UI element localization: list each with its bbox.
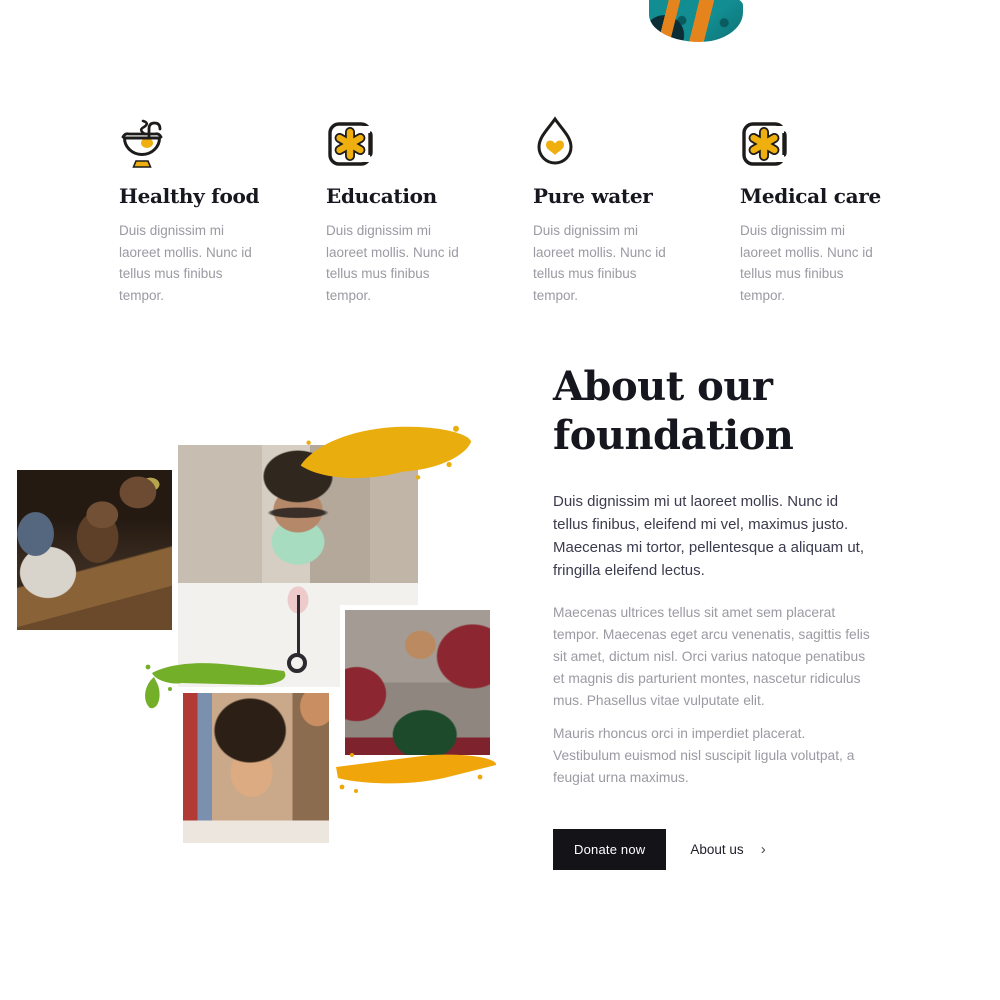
about-us-link[interactable] bbox=[690, 842, 765, 857]
yellow-brush-stroke bbox=[293, 414, 478, 495]
about-title: About our foundation bbox=[553, 363, 794, 459]
orange-brush-stroke bbox=[330, 751, 500, 797]
feature-description: Duis dignissim mi laoreet mollis. Nunc id tellus mus finibus tempor. bbox=[740, 223, 873, 303]
feature-description: Duis dignissim mi laoreet mollis. Nunc id tellus mus finibus tempor. bbox=[326, 223, 459, 303]
hero-fabric-photo-fragment bbox=[649, 0, 743, 42]
photo-children-classroom bbox=[17, 470, 172, 630]
features-section bbox=[119, 116, 885, 306]
cta-row bbox=[553, 829, 871, 870]
about-paragraph: Mauris rhoncus orci in imperdiet placerat. Vestibulum euismod nisl suscipit ligula volutpat, a feugiat urna maximus. bbox=[553, 726, 855, 785]
green-brush-stroke bbox=[140, 655, 290, 715]
food-bowl-icon bbox=[119, 116, 264, 168]
stethoscope-detail bbox=[287, 653, 307, 673]
feature-description: Duis dignissim mi laoreet mollis. Nunc id tellus mus finibus tempor. bbox=[119, 223, 252, 303]
feature-title: Healthy food bbox=[119, 184, 260, 208]
education-badge-icon bbox=[326, 116, 471, 168]
feature-title: Education bbox=[326, 184, 437, 208]
medical-care-badge-icon bbox=[740, 116, 885, 168]
photo-child-reading-book bbox=[340, 605, 495, 760]
feature-description: Duis dignissim mi laoreet mollis. Nunc id tellus mus finibus tempor. bbox=[533, 223, 666, 303]
feature-title: Pure water bbox=[533, 184, 653, 208]
donate-now-button[interactable]: Donate now bbox=[553, 829, 666, 870]
about-section bbox=[553, 362, 871, 870]
chevron-right-icon: › bbox=[760, 841, 766, 858]
about-us-link-label: About us bbox=[690, 842, 744, 857]
water-drop-heart-icon bbox=[533, 116, 678, 168]
feature-pure-water bbox=[533, 116, 678, 306]
feature-education bbox=[326, 116, 471, 306]
feature-healthy-food bbox=[119, 116, 264, 306]
about-paragraph: Maecenas ultrices tellus sit amet sem placerat tempor. Maecenas eget arcu venenatis, sagittis felis sit amet, dictum nisl. Orci varius natoque penatibus et magnis dis parturient montes, nascetur ridiculus mus. Phasellus vitae vulputate elit. bbox=[553, 605, 870, 708]
feature-medical-care bbox=[740, 116, 885, 306]
about-lead-paragraph: Duis dignissim mi ut laoreet mollis. Nunc id tellus finibus, eleifend mi vel, maximus justo. Maecenas mi tortor, pellentesque a aliquam ut, fringilla eleifend lectus. bbox=[553, 493, 865, 579]
stethoscope-detail bbox=[297, 595, 300, 657]
feature-title: Medical care bbox=[740, 184, 881, 208]
